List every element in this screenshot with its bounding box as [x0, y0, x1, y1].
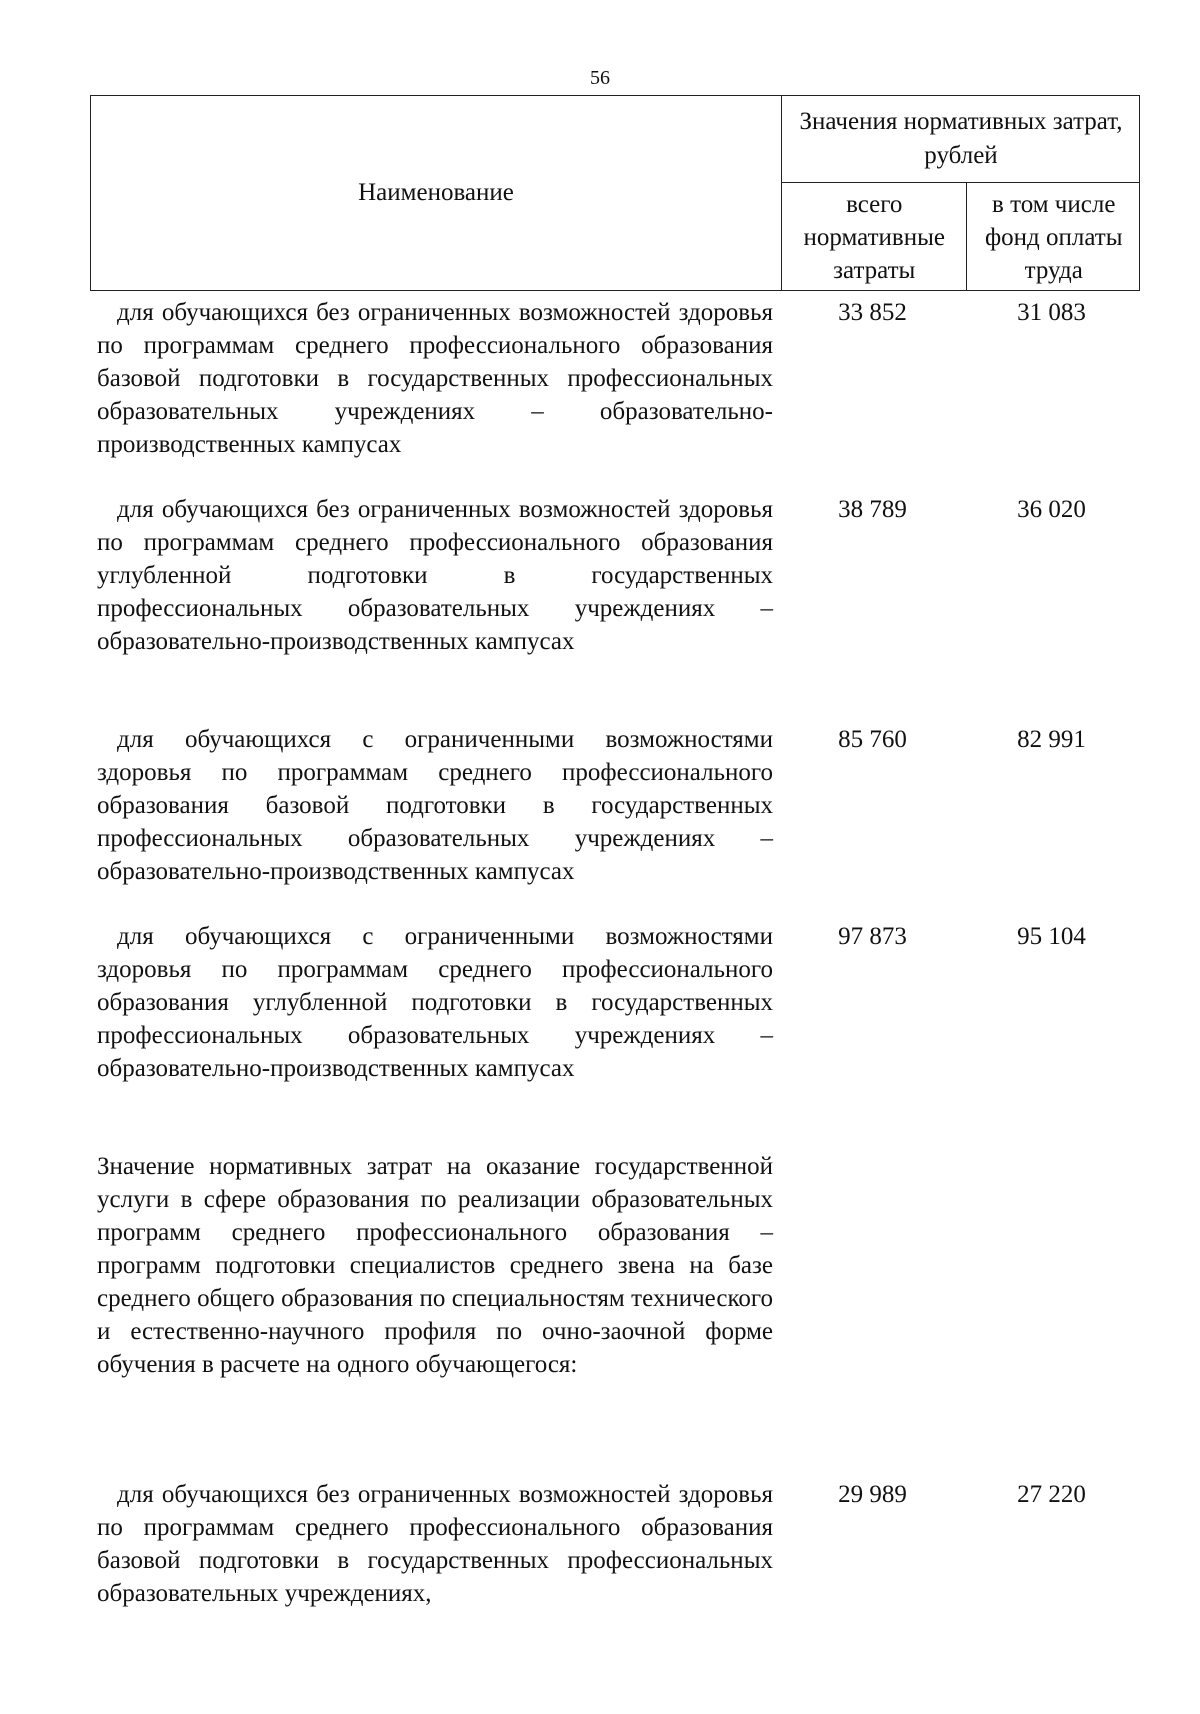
row-total-value: 33 852: [838, 299, 907, 326]
row-wage-value: 95 104: [1017, 923, 1086, 950]
row-total-value: 97 873: [838, 923, 907, 950]
row-description: для обучающихся без ограниченных возможностей здоровья по программам среднего профессионального образования базовой подготовки в государственных профессиональных образовательных учреждениях – образовательно-производственных кампусах: [97, 299, 773, 458]
row-wage-value: 27 220: [1017, 1481, 1086, 1508]
name-column-header: Наименование: [358, 179, 514, 206]
wage-fund-header: в том числе фонд оплаты труда: [984, 190, 1123, 284]
row-wage-value: 82 991: [1017, 726, 1086, 753]
total-costs-header: всего нормативные затраты: [782, 183, 967, 291]
values-column-group: [781, 96, 1140, 290]
table-header: [90, 95, 1140, 291]
row-wage-value: 36 020: [1017, 496, 1086, 523]
row-description: для обучающихся с ограниченными возможностями здоровья по программам среднего профессионального образования базовой подготовки в государственных профессиональных образовательных учреждениях – образовательно-производственных кампусах: [97, 726, 773, 885]
row-description: для обучающихся без ограниченных возможностей здоровья по программам среднего профессионального образования базовой подготовки в государственных профессиональных образовательных учреждениях,: [97, 1481, 773, 1607]
page-number: 56: [590, 67, 610, 89]
row-total-value: 85 760: [838, 726, 907, 753]
row-total-value: 38 789: [838, 496, 907, 523]
row-description: для обучающихся без ограниченных возможностей здоровья по программам среднего профессионального образования углубленной подготовки в государственных профессиональных образовательных учреждениях – образовательно-производственных кампусах: [97, 496, 773, 655]
values-subheaders: [782, 183, 1140, 291]
values-group-header: Значения нормативных затрат, рублей: [782, 96, 1140, 183]
row-wage-value: 31 083: [1017, 299, 1086, 326]
row-description: для обучающихся с ограниченными возможностями здоровья по программам среднего профессионального образования углубленной подготовки в государственных профессиональных образовательных учреждениях – образовательно-производственных кампусах: [97, 923, 773, 1082]
section-intro-text: Значение нормативных затрат на оказание государственной услуги в сфере образования по реализации образовательных программ среднего профессионального образования – программ подготовки специалистов среднего звена на базе среднего общего образования по специальностям технического и естественно-научного профиля по очно-заочной форме обучения в расчете на одного обучающегося:: [97, 1153, 773, 1378]
row-total-value: 29 989: [838, 1481, 907, 1508]
